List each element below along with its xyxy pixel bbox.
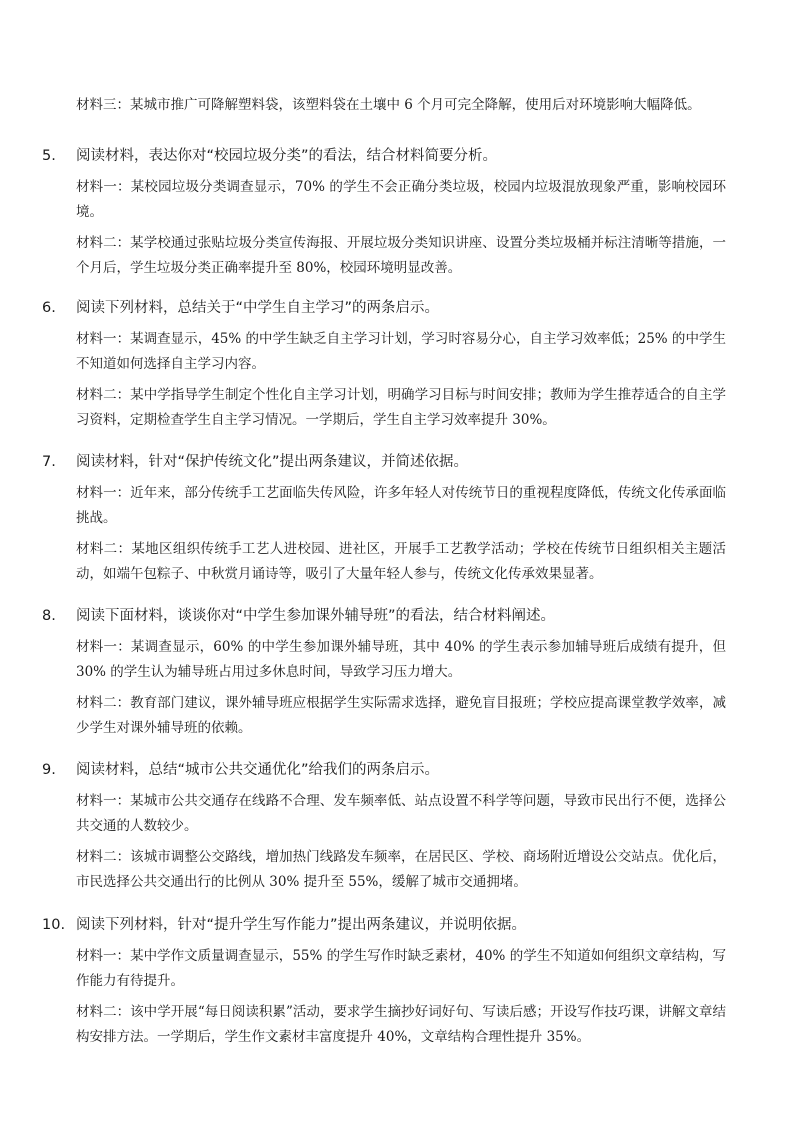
question-number: 6. [42, 300, 56, 316]
material-paragraph: 材料二：某地区组织传统手工艺人进校园、进社区，开展手工艺教学活动；学校在传统节日组织相关主题活动，如端午包粽子、中秋赏月诵诗等，吸引了大量年轻人参与，传统文化传承效果显著。 [76, 541, 726, 582]
material-paragraph: 材料一：某调查显示，60% 的中学生参加课外辅导班，其中 40% 的学生表示参加辅导班后成绩有提升，但 30% 的学生认为辅导班占用过多休息时间，导致学习压力增大。 [76, 639, 726, 680]
material-paragraph: 材料一：近年来，部分传统手工艺面临失传风险，许多年轻人对传统节日的重视程度降低，传统文化传承面临挑战。 [76, 485, 726, 526]
question-10 [0, 912, 800, 1050]
material-paragraph: 材料三：某城市推广可降解塑料袋，该塑料袋在土壤中 6 个月可完全降解，使用后对环境影响大幅降低。 [76, 97, 701, 113]
material-paragraph: 材料一：某校园垃圾分类调查显示，70% 的学生不会正确分类垃圾，校园内垃圾混放现象严重，影响校园环境。 [76, 179, 726, 220]
materials-block [76, 175, 726, 281]
materials-block [76, 327, 726, 433]
materials-block [76, 944, 726, 1050]
question-8 [0, 603, 800, 741]
question-6 [0, 295, 800, 433]
question-header [0, 449, 800, 475]
question-9 [0, 757, 800, 895]
question-number: 10. [42, 917, 66, 933]
question-number: 8. [42, 608, 56, 624]
question-prompt: 阅读材料，针对“保护传统文化”提出两条建议，并简述依据。 [76, 454, 469, 470]
material-paragraph: 材料二：该城市调整公交路线，增加热门线路发车频率，在居民区、学校、商场附近增设公交站点。优化后，市民选择公共交通出行的比例从 30% 提升至 55%，缓解了城市交通拥堵。 [76, 849, 726, 890]
question-header [0, 757, 800, 783]
question-5 [0, 143, 800, 281]
question-header [0, 603, 800, 629]
question-number: 9. [42, 762, 56, 778]
question-header [0, 912, 800, 938]
question-prompt: 阅读材料，表达你对“校园垃圾分类”的看法，结合材料简要分析。 [76, 148, 498, 164]
material-paragraph: 材料一：某调查显示，45% 的中学生缺乏自主学习计划，学习时容易分心，自主学习效率低；25% 的中学生不知道如何选择自主学习内容。 [76, 331, 726, 372]
material-paragraph: 材料二：某学校通过张贴垃圾分类宣传海报、开展垃圾分类知识讲座、设置分类垃圾桶并标注清晰等措施，一个月后，学生垃圾分类正确率提升至 80%，校园环境明显改善。 [76, 235, 726, 276]
materials-block [76, 481, 726, 587]
material-paragraph: 材料一：某城市公共交通存在线路不合理、发车频率低、站点设置不科学等问题，导致市民出行不便，选择公共交通的人数较少。 [76, 793, 726, 834]
question-number: 7. [42, 454, 56, 470]
question-prompt: 阅读下列材料，总结关于“中学生自主学习”的两条启示。 [76, 300, 440, 316]
question-header [0, 295, 800, 321]
question-number: 5. [42, 148, 56, 164]
question-prompt: 阅读下面材料，谈谈你对“中学生参加课外辅导班”的看法，结合材料阐述。 [76, 608, 556, 624]
material-paragraph: 材料一：某中学作文质量调查显示，55% 的学生写作时缺乏素材，40% 的学生不知道如何组织文章结构，写作能力有待提升。 [76, 948, 726, 989]
materials-block [76, 635, 726, 741]
question-prompt: 阅读下列材料，针对“提升学生写作能力”提出两条建议，并说明依据。 [76, 917, 527, 933]
question-header [0, 143, 800, 169]
question-prompt: 阅读材料，总结“城市公共交通优化”给我们的两条启示。 [76, 762, 440, 778]
materials-block [76, 789, 726, 895]
material-paragraph: 材料二：教育部门建议，课外辅导班应根据学生实际需求选择，避免盲目报班；学校应提高课堂教学效率，减少学生对课外辅导班的依赖。 [76, 695, 726, 736]
material-paragraph: 材料二：该中学开展“每日阅读积累”活动，要求学生摘抄好词好句、写读后感；开设写作技巧课，讲解文章结构安排方法。一学期后，学生作文素材丰富度提升 40%，文章结构合理性提升 35%。 [76, 1004, 726, 1045]
intro-material-block [76, 93, 726, 118]
material-paragraph: 材料二：某中学指导学生制定个性化自主学习计划，明确学习目标与时间安排；教师为学生推荐适合的自主学习资料，定期检查学生自主学习情况。一学期后，学生自主学习效率提升 30%。 [76, 387, 726, 428]
question-7 [0, 449, 800, 587]
